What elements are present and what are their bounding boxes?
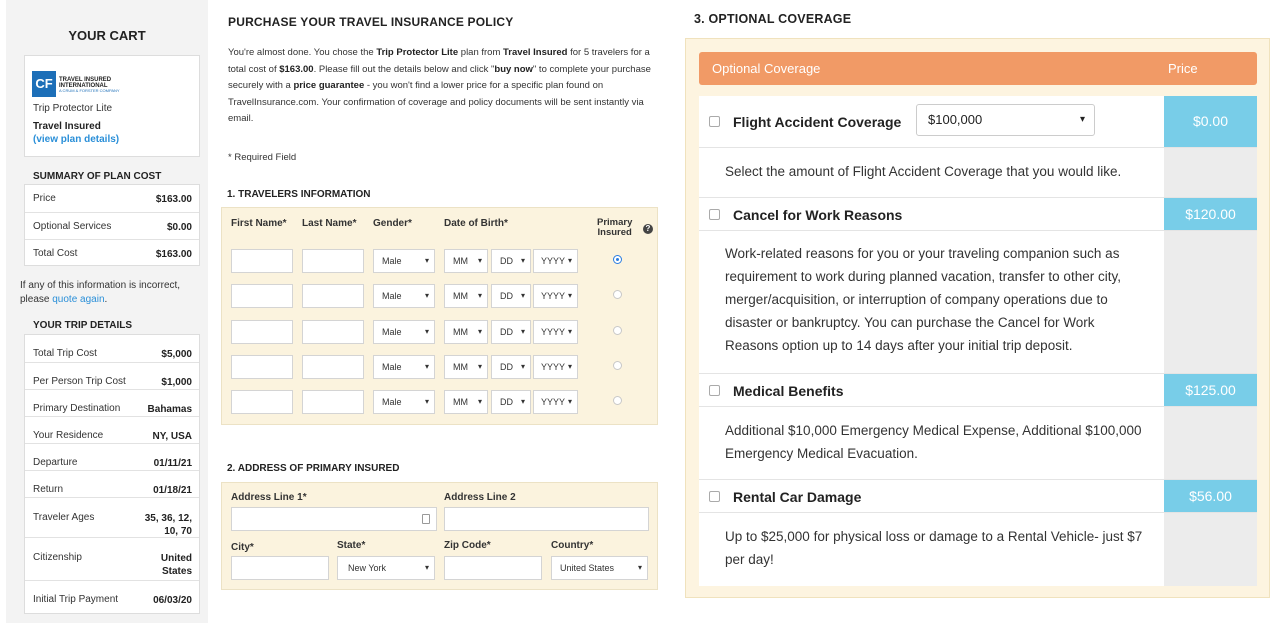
flight-amount-select[interactable]: $100,000 ▾: [916, 104, 1095, 136]
coverage-description: Select the amount of Flight Accident Coverage that you would like.: [699, 147, 1257, 197]
help-icon[interactable]: ?: [643, 224, 653, 234]
last-name-input[interactable]: [302, 249, 364, 273]
table-row: Primary Destination Bahamas: [25, 389, 199, 416]
view-plan-details-link[interactable]: (view plan details): [33, 134, 120, 145]
optional-coverage-heading: 3. OPTIONAL COVERAGE: [694, 12, 852, 26]
dob-year-select[interactable]: YYYY ▾: [533, 355, 578, 379]
dob-month-select[interactable]: MM ▾: [444, 320, 488, 344]
first-name-input[interactable]: [231, 249, 293, 273]
primary-insured-radio[interactable]: [613, 396, 622, 405]
travelers-panel: First Name* Last Name* Gender* Date of Birth* Primary Insured ? Male ▾ MM ▾ DD ▾ YYYY ▾ Male ▾ MM ▾ DD ▾ YYYY ▾ Male ▾ MM ▾ DD ▾ YYYY ▾ Male ▾ MM ▾ DD ▾ YYYY ▾ Male ▾ MM ▾ DD ▾ YYYY ▾: [221, 207, 658, 425]
state-select[interactable]: New York ▾: [337, 556, 435, 580]
contact-card-icon: [422, 514, 430, 524]
dob-day-select[interactable]: DD ▾: [491, 249, 531, 273]
table-row: Departure 01/11/21: [25, 443, 199, 470]
coverage-table-header: Optional Coverage Price: [699, 52, 1257, 85]
trip-details-table: [24, 334, 200, 614]
table-row: Citizenship United States: [25, 537, 199, 580]
quote-again-link[interactable]: quote again: [52, 294, 105, 305]
flight-accident-checkbox[interactable]: [709, 116, 720, 127]
gender-select[interactable]: Male ▾: [373, 320, 435, 344]
table-row: Initial Trip Payment 06/03/20: [25, 580, 199, 613]
plan-provider: Travel Insured: [33, 121, 101, 132]
table-row: Price $163.00: [33, 193, 192, 205]
optional-coverage-panel: [685, 38, 1270, 598]
first-name-input[interactable]: [231, 320, 293, 344]
primary-insured-radio[interactable]: [613, 290, 622, 299]
cart-title: YOUR CART: [68, 28, 146, 43]
medical-benefits-checkbox[interactable]: [709, 385, 720, 396]
table-row: Optional Services $0.00: [25, 212, 199, 239]
cancel-work-checkbox[interactable]: [709, 209, 720, 220]
coverage-row-flight-accident: Flight Accident Coverage $100,000 ▾ $0.00: [699, 96, 1257, 147]
cart-sidebar: [6, 0, 208, 623]
page-title: PURCHASE YOUR TRAVEL INSURANCE POLICY: [228, 15, 514, 29]
coverage-row-medical: Medical Benefits $125.00: [699, 373, 1257, 406]
summary-heading: SUMMARY OF PLAN COST: [33, 171, 162, 182]
dob-day-select[interactable]: DD ▾: [491, 390, 531, 414]
travelers-heading: 1. TRAVELERS INFORMATION: [227, 189, 371, 200]
table-row: Total Trip Cost $5,000: [33, 348, 192, 360]
price-badge: $120.00: [1164, 198, 1257, 231]
table-row: Per Person Trip Cost $1,000: [25, 362, 199, 389]
gender-select[interactable]: Male ▾: [373, 249, 435, 273]
primary-insured-radio[interactable]: [613, 361, 622, 370]
last-name-input[interactable]: [302, 284, 364, 308]
dob-month-select[interactable]: MM ▾: [444, 390, 488, 414]
dob-day-select[interactable]: DD ▾: [491, 355, 531, 379]
plan-name: Trip Protector Lite: [33, 103, 113, 114]
dob-day-select[interactable]: DD ▾: [491, 320, 531, 344]
dob-month-select[interactable]: MM ▾: [444, 249, 488, 273]
table-row: Traveler Ages 35, 36, 12, 10, 70: [25, 497, 199, 537]
coverage-description: Additional $10,000 Emergency Medical Expense, Additional $100,000 Emergency Medical Evacuation.: [699, 406, 1257, 479]
first-name-input[interactable]: [231, 355, 293, 379]
coverage-description: Work-related reasons for you or your traveling companion such as requirement to work during planned vacation, transfer to other city, merger/acquisition, or interruption of company operations due to disaster or bankruptcy. You can purchase the Cancel for Work Reasons option up to 14 days after your initial trip deposit.: [699, 230, 1257, 373]
coverage-row-rental-car: Rental Car Damage $56.00: [699, 479, 1257, 512]
intro-text: You're almost done. You chose the Trip Protector Lite plan from Travel Insured for 5 travelers for a total cost of $163.00. Please fill out the details below and click "buy now" to complete your purchase securely with a price guarantee - you won't find a lower price for a specific plan found on TravelInsurance.com. Your confirmation of coverage and policy documents will be sent instantly via email.: [228, 47, 651, 124]
dob-day-select[interactable]: DD ▾: [491, 284, 531, 308]
summary-table: [24, 184, 200, 266]
primary-insured-radio[interactable]: [613, 326, 622, 335]
coverage-description: Up to $25,000 for physical loss or damage to a Rental Vehicle- just $7 per day!: [699, 512, 1257, 586]
price-badge: $125.00: [1164, 374, 1257, 407]
last-name-input[interactable]: [302, 320, 364, 344]
last-name-input[interactable]: [302, 390, 364, 414]
dob-year-select[interactable]: YYYY ▾: [533, 249, 578, 273]
dob-year-select[interactable]: YYYY ▾: [533, 390, 578, 414]
address-heading: 2. ADDRESS OF PRIMARY INSURED: [227, 463, 400, 474]
trip-details-heading: YOUR TRIP DETAILS: [33, 320, 133, 331]
required-note: * Required Field: [228, 152, 297, 163]
zip-code-input[interactable]: [444, 556, 542, 580]
dob-year-select[interactable]: YYYY ▾: [533, 320, 578, 344]
rental-car-checkbox[interactable]: [709, 491, 720, 502]
gender-select[interactable]: Male ▾: [373, 284, 435, 308]
last-name-input[interactable]: [302, 355, 364, 379]
price-badge: $0.00: [1164, 96, 1257, 147]
gender-select[interactable]: Male ▾: [373, 390, 435, 414]
table-row: Total Cost $163.00: [25, 239, 199, 266]
gender-select[interactable]: Male ▾: [373, 355, 435, 379]
country-select[interactable]: United States ▾: [551, 556, 648, 580]
city-input[interactable]: [231, 556, 329, 580]
coverage-row-cancel-work: Cancel for Work Reasons $120.00: [699, 197, 1257, 230]
price-badge: $56.00: [1164, 480, 1257, 513]
dob-month-select[interactable]: MM ▾: [444, 284, 488, 308]
dob-month-select[interactable]: MM ▾: [444, 355, 488, 379]
table-row: Your Residence NY, USA: [25, 416, 199, 443]
coverage-table: [699, 96, 1257, 586]
plan-card: [24, 55, 200, 157]
travel-insured-logo: CF TRAVEL INSURED INTERNATIONAL A CRUM & FORSTER COMPANY: [32, 71, 122, 97]
address-line1-input[interactable]: [231, 507, 437, 531]
primary-insured-radio[interactable]: [613, 255, 622, 264]
address-panel: Address Line 1* Address Line 2 City* State* Zip Code* Country* New York ▾ United States ▾: [221, 482, 658, 590]
address-line2-input[interactable]: [444, 507, 649, 531]
dob-year-select[interactable]: YYYY ▾: [533, 284, 578, 308]
first-name-input[interactable]: [231, 284, 293, 308]
first-name-input[interactable]: [231, 390, 293, 414]
table-row: Return 01/18/21: [25, 470, 199, 497]
incorrect-note: If any of this information is incorrect, please quote again.: [20, 280, 181, 305]
